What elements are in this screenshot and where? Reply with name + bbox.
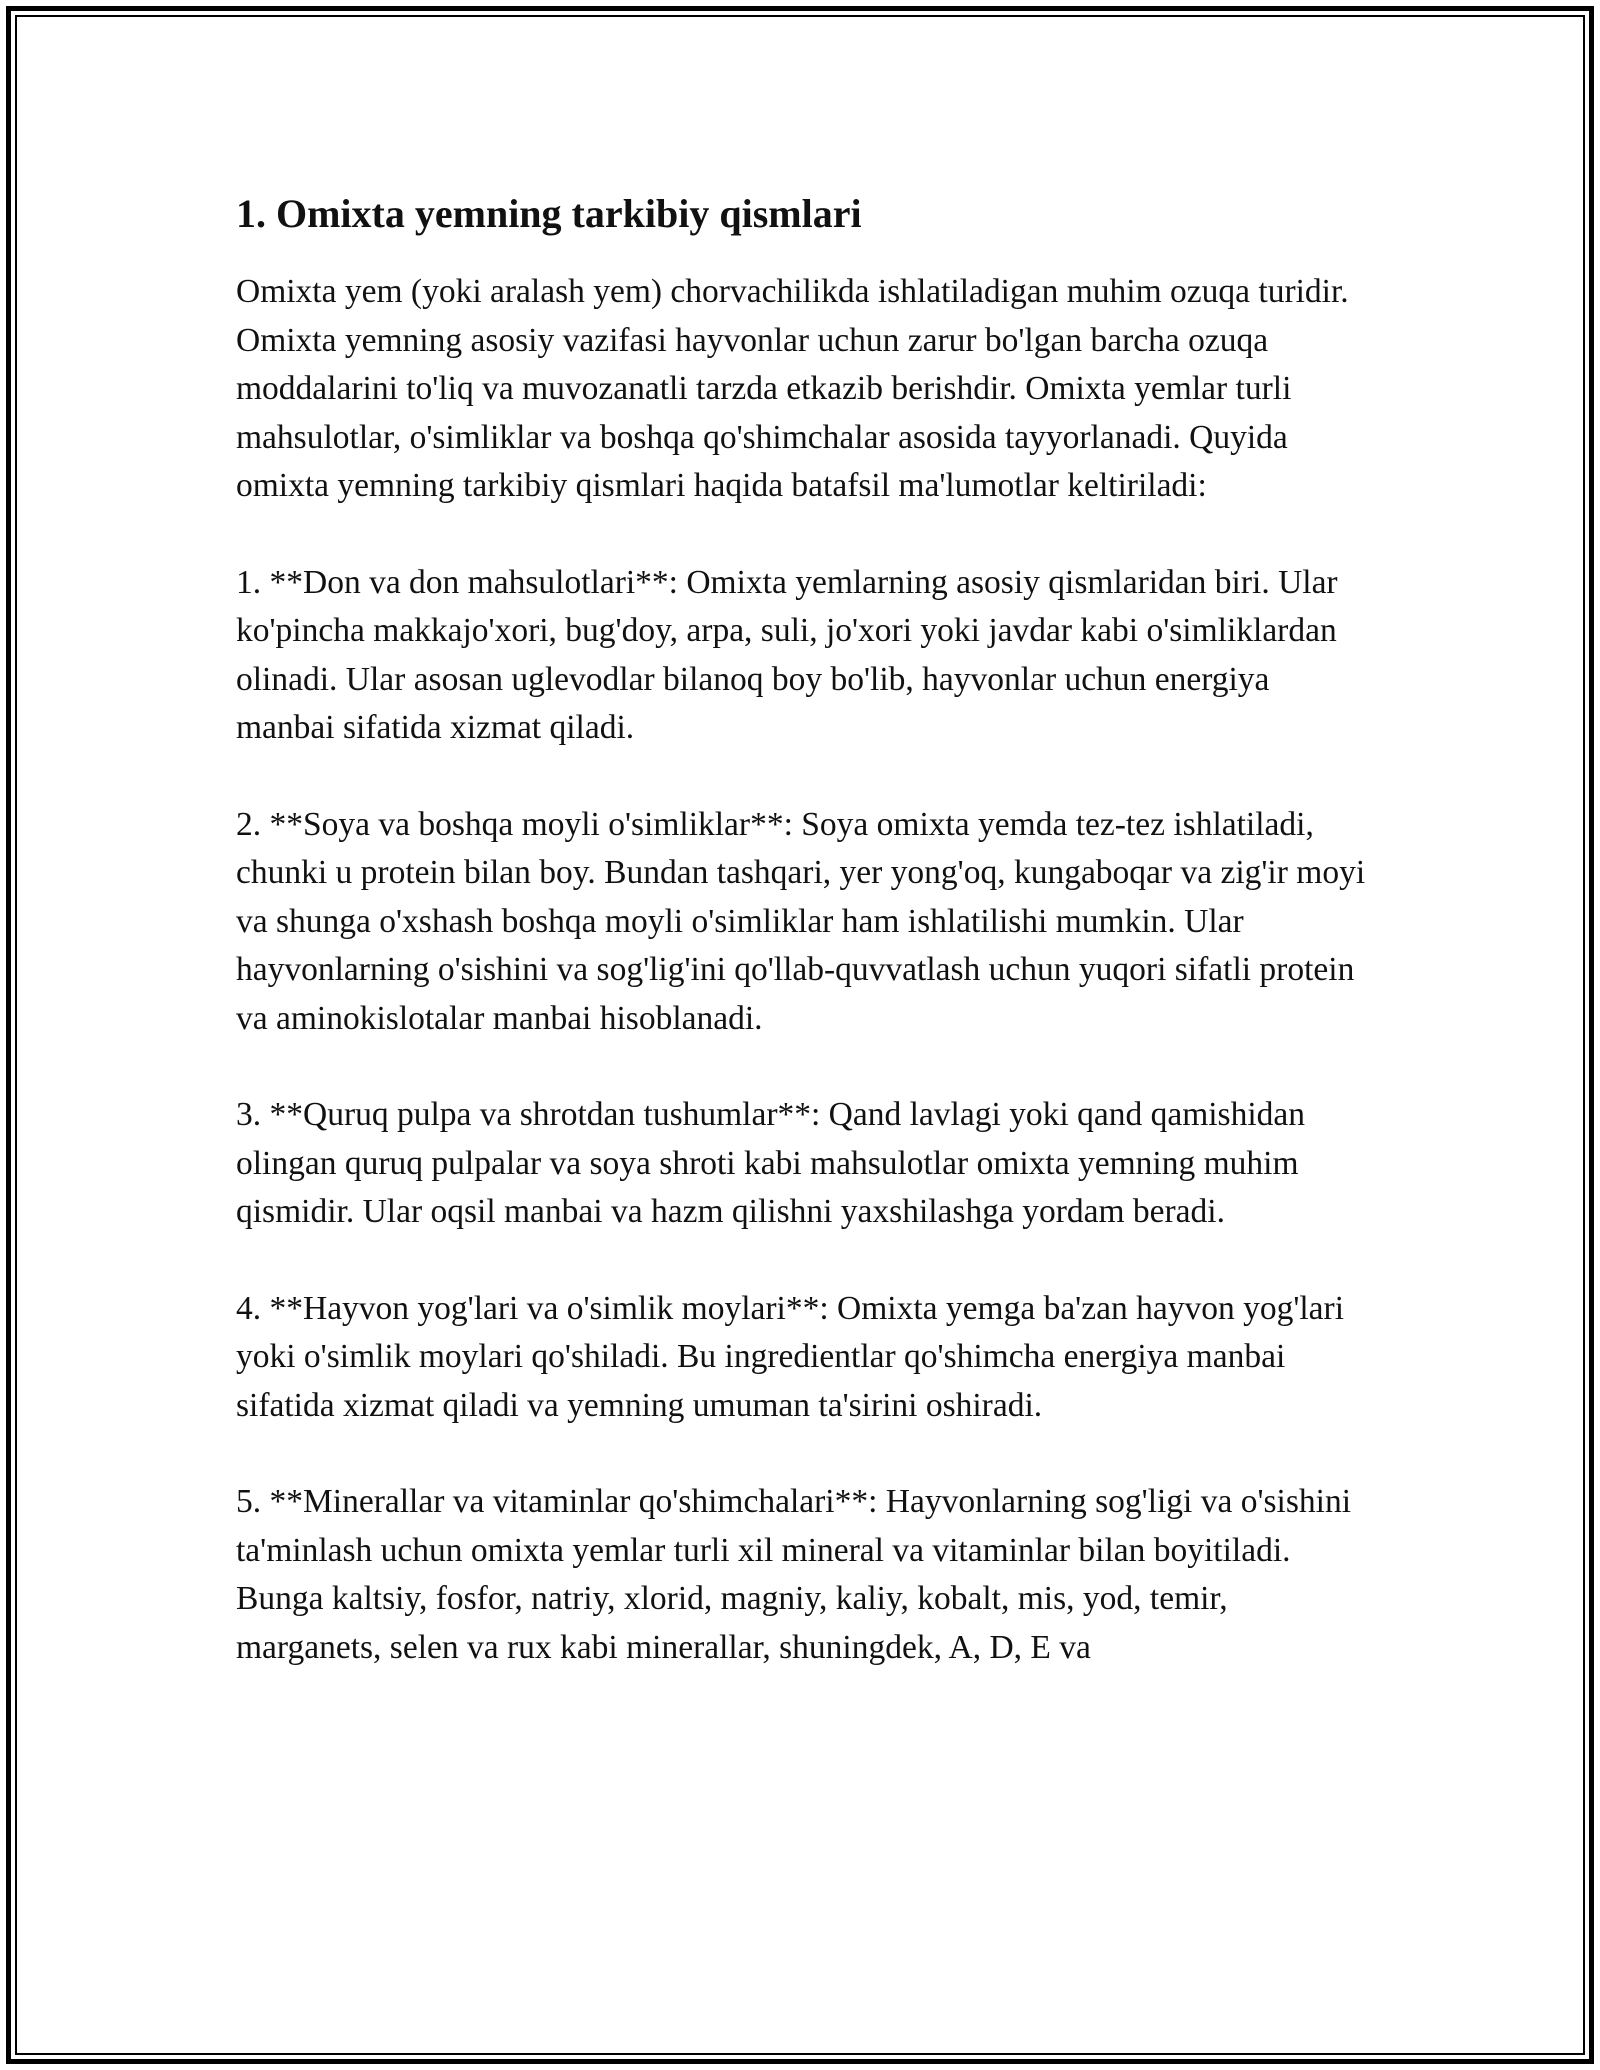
list-item-4: 4. **Hayvon yog'lari va o'simlik moylari**: Omixta yemga ba'zan hayvon yog'lari yoki o'simlik moylari qo'shiladi. Bu ingredientlar qo'shimcha energiya manbai sifatida xizmat qiladi va yemning umuman ta'sirini oshiradi. <box>236 1289 1345 1424</box>
list-item-1: 1. **Don va don mahsulotlari**: Omixta yemlarning asosiy qismlaridan biri. Ular ko'pincha makkajo'xori, bug'doy, arpa, suli, jo'xori yoki javdar kabi o'simliklardan olinadi. Ular asosan uglevodlar bilanoq boy bo'lib, hayvonlar uchun energiya manbai sifatida xizmat qiladi. <box>236 563 1338 746</box>
list-item-5: 5. **Minerallar va vitaminlar qo'shimchalari**: Hayvonlarning sog'ligi va o'sishini ta'minlash uchun omixta yemlar turli xil mineral va vitaminlar bilan boyitiladi. Bunga kaltsiy, fosfor, natriy, xlorid, magniy, kaliy, kobalt, mis, yod, temir, marganets, selen va rux kabi minerallar, shuningdek, A, D, E va <box>236 1483 1352 1666</box>
list-item-2: 2. **Soya va boshqa moyli o'simliklar**: Soya omixta yemda tez-tez ishlatiladi, chunki u protein bilan boy. Bundan tashqari, yer yong'oq, kungaboqar va zig'ir moyi va shunga o'xshash boshqa moyli o'simliklar ham ishlatilishi mumkin. Ular hayvonlarning o'sishini va sog'lig'ini qo'llab-quvvatlash uchun yuqori sifatli protein va aminokislotalar manbai hisoblanadi. <box>236 805 1366 1037</box>
list-item-3: 3. **Quruq pulpa va shrotdan tushumlar**: Qand lavlagi yoki qand qamishidan olingan quruq pulpalar va soya shroti kabi mahsulotlar omixta yemning muhim qismidir. Ular oqsil manbai va hazm qilishni yaxshilashga yordam beradi. <box>236 1096 1306 1230</box>
document-body <box>236 186 1366 1720</box>
intro-paragraph: Omixta yem (yoki aralash yem) chorvachilikda ishlatiladigan muhim ozuqa turidir. Omixta yemning asosiy vazifasi hayvonlar uchun zarur bo'lgan barcha ozuqa moddalarini to'liq va muvozanatli tarzda etkazib berishdir. Omixta yemlar turli mahsulotlar, o'simliklar va boshqa qo'shimchalar asosida tayyorlanadi. Quyida omixta yemning tarkibiy qismlari haqida batafsil ma'lumotlar keltiriladi: <box>236 273 1349 504</box>
document-title: 1. Omixta yemning tarkibiy qismlari <box>236 191 862 236</box>
